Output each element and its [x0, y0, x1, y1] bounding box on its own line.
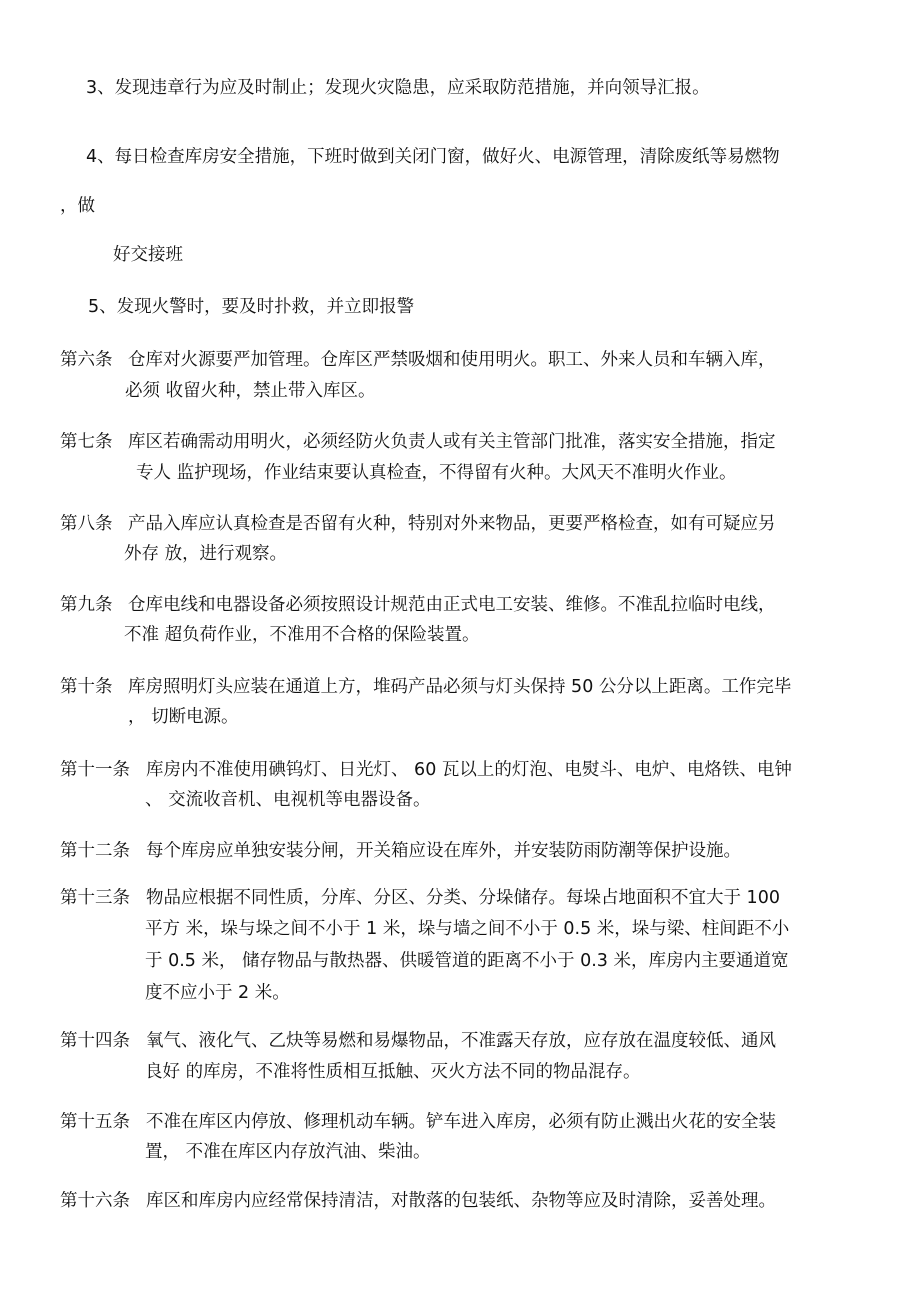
article-11-line-1: 库房内不准使用碘钨灯、日光灯、 60 瓦以上的灯泡、电熨斗、电炉、电烙铁、电钟 [146, 760, 792, 780]
article-12-heading: 第十二条 [60, 841, 130, 861]
article-6-line-1: 仓库对火源要严加管理。仓库区严禁吸烟和使用明火。职工、外来人员和车辆入库， [128, 350, 776, 370]
article-13-line-4: 度不应小于 2 米。 [145, 983, 290, 1003]
article-6-heading: 第六条 [60, 350, 113, 370]
article-15-line-2: 置， 不准在库区内存放汽油、柴油。 [145, 1142, 431, 1162]
article-10-line-2: ， 切断电源。 [128, 707, 239, 727]
article-16-heading: 第十六条 [60, 1191, 130, 1211]
item-3: 3、发现违章行为应及时制止；发现火灾隐患，应采取防范措施，并向领导汇报。 [86, 78, 710, 98]
item-5: 5、发现火警时，要及时扑救，并立即报警 [88, 297, 415, 317]
article-9-heading: 第九条 [60, 595, 113, 615]
item-4-line-1: 4、每日检查库房安全措施，下班时做到关闭门窗，做好火、电源管理，清除废纸等易燃物 [86, 147, 780, 167]
article-13-line-2: 平方 米，垛与垛之间不小于 1 米，垛与墙之间不小于 0.5 米，垛与梁、柱间距不小 [145, 919, 790, 939]
article-7-line-2: 专人 监护现场，作业结束要认真检查，不得留有火种。大风天不准明火作业。 [136, 463, 737, 483]
article-14-heading: 第十四条 [60, 1031, 130, 1051]
article-8-line-2: 外存 放，进行观察。 [124, 544, 288, 564]
article-11-line-2: 、 交流收音机、电视机等电器设备。 [145, 790, 431, 810]
article-15-heading: 第十五条 [60, 1112, 130, 1132]
item-4-line-2: ，做 [60, 196, 95, 216]
article-12-line-1: 每个库房应单独安装分闸，开关箱应设在库外，并安装防雨防潮等保护设施。 [146, 841, 741, 861]
article-10-line-1: 库房照明灯头应装在通道上方，堆码产品必须与灯头保持 50 公分以上距离。工作完毕 [128, 677, 792, 697]
article-13-line-1: 物品应根据不同性质，分库、分区、分类、分垛储存。每垛占地面积不宜大于 100 [146, 888, 780, 908]
article-15-line-1: 不准在库区内停放、修理机动车辆。铲车进入库房，必须有防止溅出火花的安全装 [146, 1112, 776, 1132]
item-4-line-3: 好交接班 [113, 245, 183, 265]
article-16-line-1: 库区和库房内应经常保持清洁，对散落的包装纸、杂物等应及时清除，妥善处理。 [146, 1191, 776, 1211]
article-6-line-2: 必须 收留火种，禁止带入库区。 [125, 381, 376, 401]
article-8-heading: 第八条 [60, 514, 113, 534]
article-11-heading: 第十一条 [60, 760, 130, 780]
article-14-line-2: 良好 的库房，不准将性质相互抵触、灭火方法不同的物品混存。 [145, 1062, 641, 1082]
article-13-line-3: 于 0.5 米， 储存物品与散热器、供暖管道的距离不小于 0.3 米，库房内主要通道宽 [145, 951, 789, 971]
article-7-line-1: 库区若确需动用明火，必须经防火负责人或有关主管部门批准，落实安全措施，指定 [128, 432, 776, 452]
article-7-heading: 第七条 [60, 432, 113, 452]
article-9-line-1: 仓库电线和电器设备必须按照设计规范由正式电工安装、维修。不准乱拉临时电线， [128, 595, 776, 615]
article-13-heading: 第十三条 [60, 888, 130, 908]
article-14-line-1: 氧气、液化气、乙炔等易燃和易爆物品，不准露天存放，应存放在温度较低、通风 [146, 1031, 776, 1051]
article-8-line-1: 产品入库应认真检查是否留有火种，特别对外来物品，更要严格检查，如有可疑应另 [128, 514, 776, 534]
article-10-heading: 第十条 [60, 677, 113, 697]
article-9-line-2: 不准 超负荷作业，不准用不合格的保险装置。 [124, 625, 480, 645]
